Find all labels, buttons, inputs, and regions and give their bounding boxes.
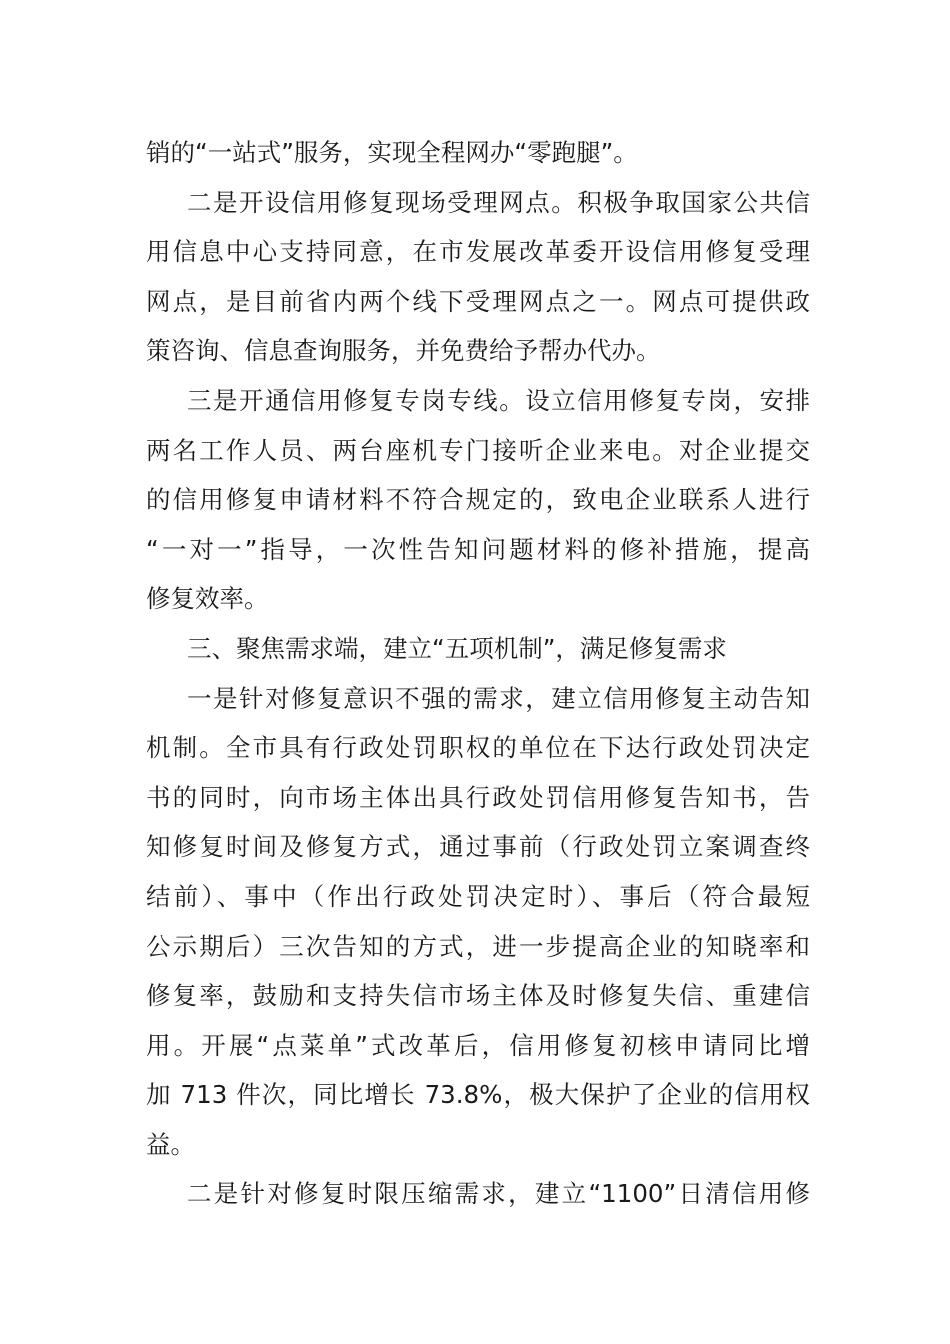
text-line-9: “一对一”指导，一次性告知问题材料的修补措施，提高 <box>146 534 810 564</box>
section-heading: 三、聚焦需求端，建立“五项机制”，满足修复需求 <box>187 633 727 663</box>
text-line-7: 两名工作人员、两台座机专门接听企业来电。对企业提交 <box>146 435 810 465</box>
text-line-5: 策咨询、信息查询服务，并免费给予帮办代办。 <box>146 336 661 366</box>
text-line-6: 三是开通信用修复专岗专线。设立信用修复专岗，安排 <box>187 385 810 415</box>
text-line-4: 网点，是目前省内两个线下受理网点之一。网点可提供政 <box>146 286 810 316</box>
text-line-17: 公示期后）三次告知的方式，进一步提高企业的知晓率和 <box>146 931 810 961</box>
text-line-15: 知修复时间及修复方式，通过事前（行政处罚立案调查终 <box>146 832 810 862</box>
text-line-13: 机制。全市具有行政处罚职权的单位在下达行政处罚决定 <box>146 733 810 763</box>
text-line-16: 结前）、事中（作出行政处罚决定时）、事后（符合最短 <box>146 881 810 911</box>
text-line-20: 加 713 件次，同比增长 73.8%，极大保护了企业的信用权 <box>146 1080 810 1110</box>
text-line-18: 修复率，鼓励和支持失信市场主体及时修复失信、重建信 <box>146 981 810 1011</box>
text-line-10: 修复效率。 <box>146 584 269 614</box>
text-line-2: 二是开设信用修复现场受理网点。积极争取国家公共信 <box>187 187 810 217</box>
document-page <box>146 128 810 1219</box>
text-line-14: 书的同时，向市场主体出具行政处罚信用修复告知书，告 <box>146 782 810 812</box>
text-line-21: 益。 <box>146 1129 195 1159</box>
text-line-8: 的信用修复申请材料不符合规定的，致电企业联系人进行 <box>146 485 810 515</box>
text-line-12: 一是针对修复意识不强的需求，建立信用修复主动告知 <box>187 683 810 713</box>
text-line-19: 用。开展“点菜单”式改革后，信用修复初核申请同比增 <box>146 1030 810 1060</box>
text-line-1: 销的“一站式”服务，实现全程网办“零跑腿”。 <box>146 138 638 167</box>
text-line-22: 二是针对修复时限压缩需求，建立“1100”日清信用修 <box>187 1179 810 1209</box>
text-line-3: 用信息中心支持同意，在市发展改革委开设信用修复受理 <box>146 237 810 267</box>
